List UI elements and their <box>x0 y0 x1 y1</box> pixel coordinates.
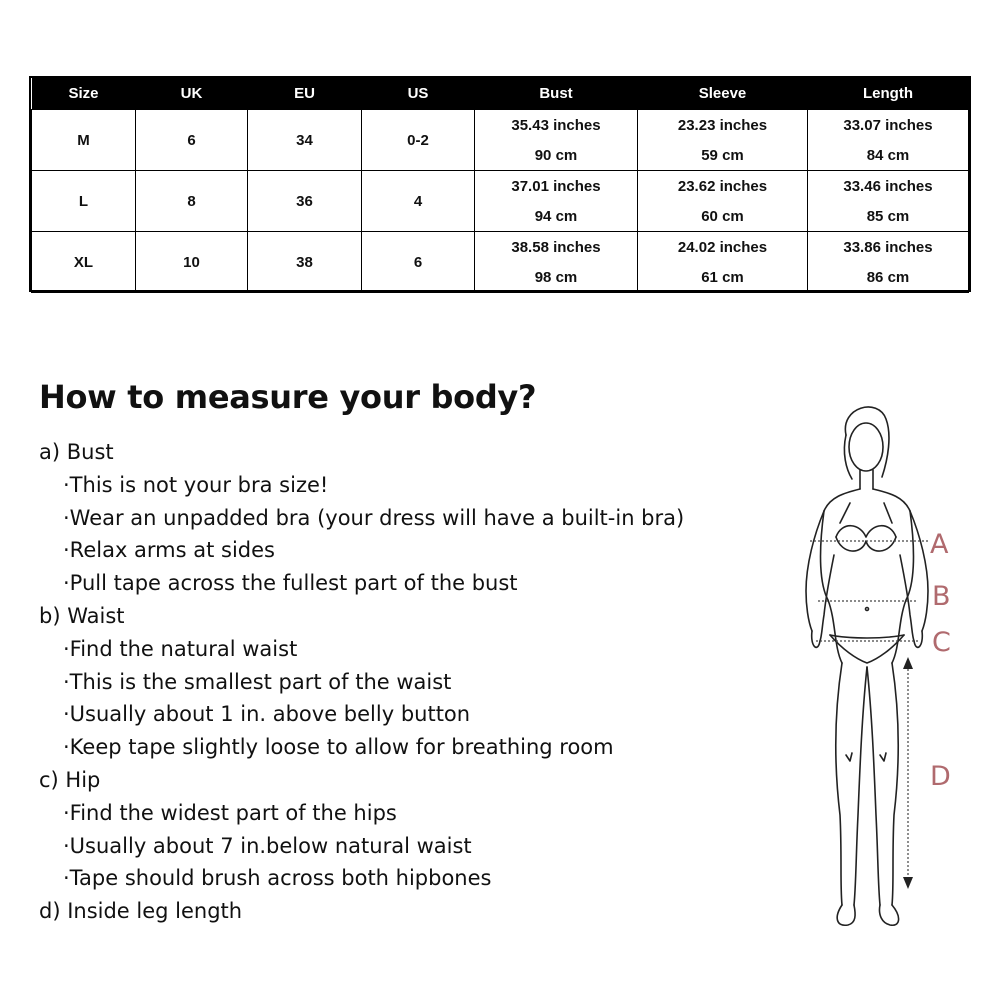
marker-c: C <box>932 627 951 658</box>
sleeve-inches: 23.62 inches <box>677 177 768 195</box>
cell-us: 6 <box>362 232 475 293</box>
table-row <box>32 171 969 232</box>
sleeve-cm: 61 cm <box>701 268 744 286</box>
cell-sleeve <box>638 171 808 232</box>
cell-bust <box>475 232 638 293</box>
cell-size: XL <box>32 232 136 293</box>
section-waist-label: b) Waist <box>39 603 125 628</box>
cell-bust <box>475 171 638 232</box>
cell-length <box>808 110 969 171</box>
table-row <box>32 232 969 293</box>
size-table-header-row <box>32 78 969 110</box>
cell-uk: 6 <box>136 110 248 171</box>
header-us: US <box>362 78 475 110</box>
cell-us: 4 <box>362 171 475 232</box>
bust-cm: 90 cm <box>534 146 578 164</box>
length-cm: 85 cm <box>866 207 910 225</box>
length-inches: 33.07 inches <box>843 116 933 134</box>
cell-eu: 34 <box>248 110 362 171</box>
section-hip-label: c) Hip <box>39 767 101 792</box>
section-bust-label: a) Bust <box>39 440 114 464</box>
measure-guide-list <box>39 436 759 928</box>
waist-tip: ·Find the natural waist <box>63 636 298 661</box>
header-length: Length <box>808 78 969 110</box>
cell-uk: 10 <box>136 232 248 293</box>
cell-eu: 36 <box>248 171 362 232</box>
bust-tip: ·Pull tape across the fullest part of the bust <box>63 571 518 596</box>
length-cm: 84 cm <box>866 146 910 164</box>
female-silhouette-illustration <box>790 395 970 935</box>
bust-inches: 38.58 inches <box>511 238 601 256</box>
bust-cm: 98 cm <box>534 268 578 286</box>
header-eu: EU <box>248 78 362 110</box>
waist-tip: ·This is the smallest part of the waist <box>63 669 452 694</box>
marker-d: D <box>930 761 951 792</box>
bust-tip: ·Wear an unpadded bra (your dress will have a built-in bra) <box>63 505 685 530</box>
hip-tip: ·Tape should brush across both hipbones <box>63 866 492 891</box>
length-cm: 86 cm <box>866 268 910 286</box>
cell-eu: 38 <box>248 232 362 293</box>
sleeve-cm: 60 cm <box>701 207 744 225</box>
cell-length <box>808 232 969 293</box>
sleeve-inches: 24.02 inches <box>677 238 768 256</box>
cell-sleeve <box>638 232 808 293</box>
marker-b: B <box>932 581 951 612</box>
header-size: Size <box>32 78 136 110</box>
bust-inches: 35.43 inches <box>511 116 601 134</box>
cell-uk: 8 <box>136 171 248 232</box>
body-measurement-figure <box>790 395 970 935</box>
sleeve-cm: 59 cm <box>701 146 744 164</box>
section-inside-leg-label: d) Inside leg length <box>39 899 243 924</box>
cell-sleeve <box>638 110 808 171</box>
cell-size: M <box>32 110 136 171</box>
header-bust: Bust <box>475 78 638 110</box>
header-sleeve: Sleeve <box>638 78 808 110</box>
marker-a: A <box>930 529 949 560</box>
cell-bust <box>475 110 638 171</box>
table-row <box>32 110 969 171</box>
bust-cm: 94 cm <box>534 207 578 225</box>
header-uk: UK <box>136 78 248 110</box>
hip-tip: ·Usually about 7 in.below natural waist <box>63 833 472 858</box>
bust-tip: ·Relax arms at sides <box>63 538 275 563</box>
hip-tip: ·Find the widest part of the hips <box>63 800 397 825</box>
length-inches: 33.86 inches <box>843 238 933 256</box>
bust-inches: 37.01 inches <box>511 177 601 195</box>
waist-tip: ·Keep tape slightly loose to allow for breathing room <box>63 735 614 760</box>
waist-tip: ·Usually about 1 in. above belly button <box>63 702 471 727</box>
guide-title: How to measure your body? <box>39 378 537 416</box>
cell-length <box>808 171 969 232</box>
length-inches: 33.46 inches <box>843 177 933 195</box>
bust-tip: ·This is not your bra size! <box>63 472 329 497</box>
cell-size: L <box>32 171 136 232</box>
cell-us: 0-2 <box>362 110 475 171</box>
size-chart-table <box>29 76 971 292</box>
sleeve-inches: 23.23 inches <box>677 116 768 134</box>
